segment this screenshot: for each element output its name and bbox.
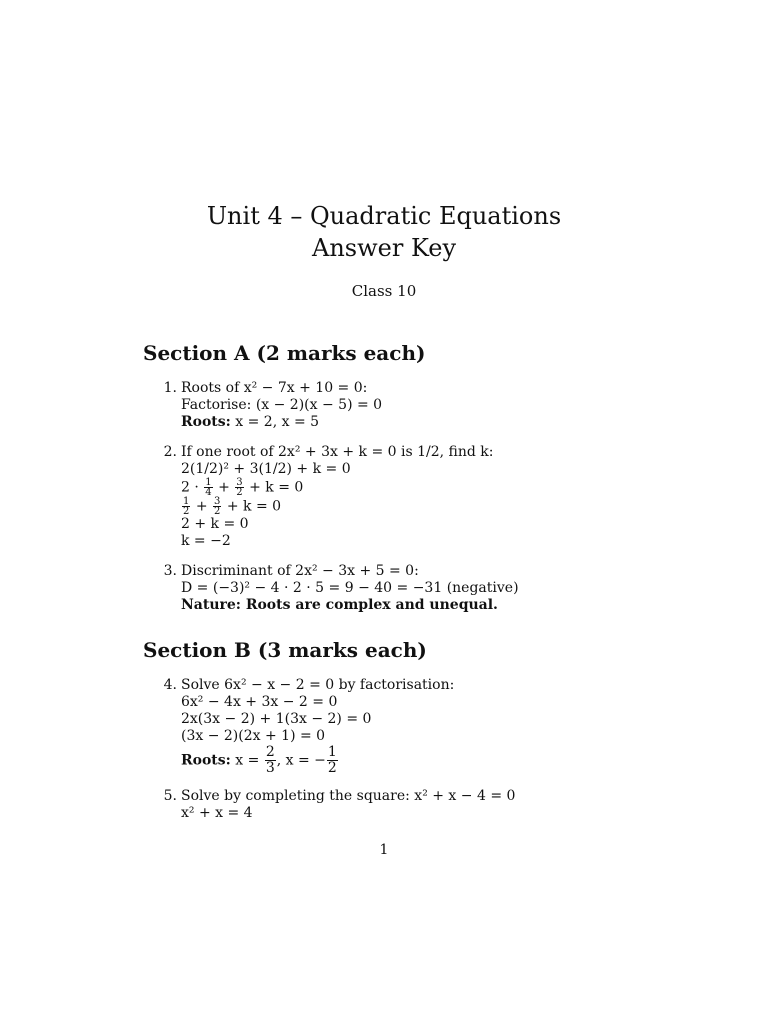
question-3	[161, 563, 663, 614]
working-line: 6x² − 4x + 3x − 2 = 0	[181, 694, 338, 710]
answer-label: Roots:	[181, 414, 231, 430]
fraction	[265, 745, 276, 776]
fraction-denominator: 2	[214, 506, 221, 517]
fraction	[213, 497, 221, 516]
working-line: Factorise: (x − 2)(x − 5) = 0	[181, 397, 383, 413]
question-number: 1.	[163, 380, 177, 396]
fraction-numerator: 1	[183, 496, 190, 507]
question-text: Discriminant of 2x² − 3x + 5 = 0:	[181, 563, 419, 579]
answer-line	[181, 414, 663, 431]
working-line: 2x(3x − 2) + 1(3x − 2) = 0	[181, 711, 372, 727]
fraction-denominator: 2	[327, 760, 337, 776]
section-title: Section B (3 marks each)	[143, 638, 427, 662]
fraction-numerator: 3	[214, 496, 221, 507]
question-text: Solve by completing the square: x² + x − 4 = 0	[181, 788, 516, 804]
fraction	[235, 478, 243, 497]
fraction-denominator: 3	[265, 760, 275, 776]
answer-line: Nature: Roots are complex and unequal.	[181, 597, 498, 613]
question-text: Roots of x² − 7x + 10 = 0:	[181, 380, 368, 396]
fraction-numerator: 3	[236, 477, 243, 488]
fraction	[182, 497, 190, 516]
expr-part: +	[191, 498, 213, 515]
working-line: (3x − 2)(2x + 1) = 0	[181, 728, 326, 744]
question-4	[161, 677, 663, 776]
working-line: x² + x = 4	[181, 805, 253, 821]
working-line: 2(1/2)² + 3(1/2) + k = 0	[181, 461, 351, 477]
question-number: 5.	[163, 788, 177, 804]
fraction	[327, 745, 338, 776]
answer-text: x = 2, x = 5	[235, 414, 320, 430]
document-title: Unit 4 – Quadratic Equations	[206, 202, 562, 230]
section-a	[143, 340, 663, 614]
question-text: If one root of 2x² + 3x + k = 0 is 1/2, find k:	[181, 444, 494, 460]
working-line: D = (−3)² − 4 · 2 · 5 = 9 − 40 = −31 (negative)	[181, 580, 519, 596]
answer-line: k = −2	[181, 533, 231, 549]
question-2	[161, 444, 663, 550]
question-text: Solve 6x² − x − 2 = 0 by factorisation:	[181, 677, 455, 693]
page-number: 1	[379, 842, 389, 858]
fraction-denominator: 2	[236, 487, 243, 498]
question-5	[161, 788, 663, 822]
answer-label: Roots:	[181, 752, 231, 769]
title-block	[0, 200, 768, 300]
expr-part: + k = 0	[222, 498, 282, 515]
fraction-denominator: 2	[183, 506, 190, 517]
fraction-numerator: 2	[265, 744, 275, 760]
fraction-numerator: 1	[327, 744, 337, 760]
fraction-denominator: 4	[205, 487, 212, 498]
expr-part: + k = 0	[244, 479, 304, 496]
expr-part: x =	[235, 752, 264, 769]
fraction-numerator: 1	[205, 477, 212, 488]
expr-part: +	[213, 479, 235, 496]
question-number: 4.	[163, 677, 177, 693]
question-number: 2.	[163, 444, 177, 460]
question-number: 3.	[163, 563, 177, 579]
expr-part: , x = −	[276, 752, 326, 769]
working-line-fractions	[181, 497, 663, 516]
expr-part: 2 ·	[181, 479, 204, 496]
section-b	[143, 637, 663, 822]
fraction	[204, 478, 212, 497]
working-line: 2 + k = 0	[181, 516, 249, 532]
class-label: Class 10	[351, 282, 417, 300]
answer-line	[181, 745, 663, 776]
document-subtitle: Answer Key	[312, 234, 456, 262]
working-line-fractions	[181, 478, 663, 497]
section-title: Section A (2 marks each)	[143, 341, 426, 365]
question-1	[161, 380, 663, 431]
